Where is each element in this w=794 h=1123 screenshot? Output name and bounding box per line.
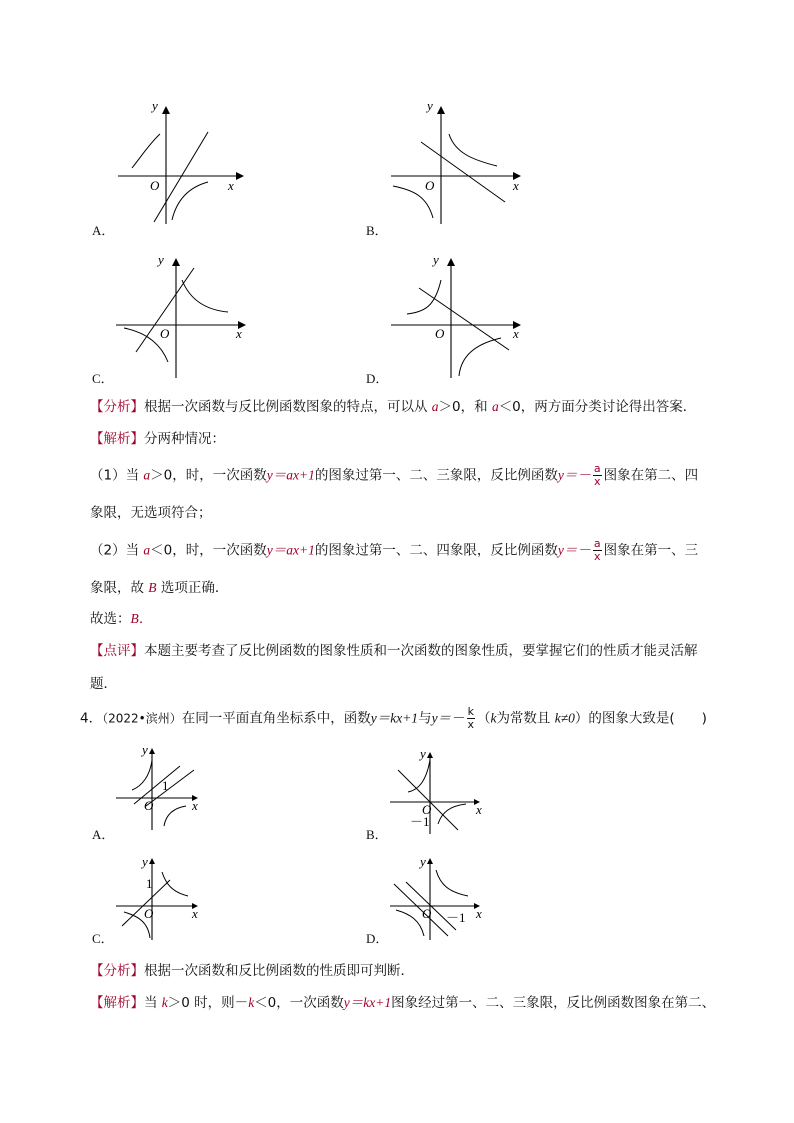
q3-graph-d (385, 250, 535, 380)
q4-option-label-c: C． (92, 931, 114, 946)
svg-text:y: y (142, 742, 148, 757)
svg-text:x: x (513, 178, 519, 193)
svg-text:x: x (228, 178, 234, 193)
svg-text:O: O (435, 326, 445, 341)
q4-graph-c (112, 852, 212, 942)
q3-case2-line1: （2）当 a＜0，时，一次函数y＝ax+1的图象过第一、二、四象限，反比例函数y＝－ $\frac{a}{x}$ 图象在第一、三 (90, 537, 699, 563)
option-label-a: A． (92, 223, 115, 238)
q3-case1-line2: 象限，无选项符合； (90, 505, 212, 521)
option-label-b: B． (366, 223, 388, 238)
q3-graph-c (110, 250, 250, 380)
svg-text:O: O (150, 178, 160, 193)
q3-analysis: 【分析】根据一次函数与反比例函数图象的特点，可以从 a＞0，和 a＜0，两方面分类讨论得出答案． (90, 399, 697, 415)
option-label-c: C． (92, 371, 114, 386)
svg-text:O: O (422, 906, 432, 921)
svg-text:O: O (144, 906, 154, 921)
q3-case2-line2: 象限，故 B 选项正确． (90, 580, 229, 596)
svg-text:－1: －1 (410, 814, 430, 829)
q3-case1-line1: （1）当 a＞0，时，一次函数y＝ax+1的图象过第一、二、三象限，反比例函数y＝－ $\frac{a}{x}$ 图象在第二、四 (90, 462, 699, 488)
q3-comment-line2: 题． (90, 676, 117, 692)
svg-text:x: x (236, 326, 242, 341)
svg-text:x: x (192, 798, 198, 813)
q3-comment-line1: 【点评】本题主要考查了反比例函数的图象性质和一次函数的图象性质，要掌握它们的性质才能灵活解 (90, 643, 698, 659)
svg-text:O: O (425, 178, 435, 193)
svg-text:1: 1 (162, 778, 169, 793)
q4-graph-d (386, 852, 496, 942)
q3-choose: 故选：B． (90, 611, 153, 627)
q4-stem: 4．（2022•滨州）在同一平面直角坐标系中，函数y＝kx+1与y＝－ $\frac{k}{x}$ （k为常数且 k≠0）的图象大致是( ) (80, 705, 707, 731)
svg-text:y: y (420, 746, 426, 761)
svg-text:O: O (160, 326, 170, 341)
svg-text:y: y (142, 854, 148, 869)
svg-text:x: x (476, 906, 482, 921)
q4-analysis: 【分析】根据一次函数和反比例函数的性质即可判断． (90, 963, 414, 979)
svg-text:1: 1 (146, 876, 153, 891)
svg-text:y: y (158, 252, 164, 267)
svg-text:y: y (427, 98, 433, 113)
svg-text:x: x (513, 326, 519, 341)
option-label-d: D． (366, 371, 389, 386)
q3-solution: 【解析】分两种情况： (90, 431, 225, 447)
q3-graph-b (385, 98, 535, 228)
svg-text:O: O (144, 798, 154, 813)
svg-text:y: y (433, 252, 439, 267)
svg-text:O: O (422, 802, 432, 817)
q4-option-label-a: A． (92, 827, 115, 842)
q4-option-label-b: B． (366, 827, 388, 842)
svg-text:－1: －1 (446, 910, 466, 925)
q4-graph-a (112, 742, 212, 832)
svg-text:x: x (192, 906, 198, 921)
svg-text:y: y (152, 98, 158, 113)
svg-text:x: x (476, 802, 482, 817)
svg-text:y: y (420, 854, 426, 869)
q4-graph-b (386, 746, 496, 836)
q3-graph-a (110, 98, 250, 228)
q4-solution: 【解析】当 k＞0 时，则－k＜0，一次函数y＝kx+1图象经过第一、二、三象限，反比例函数图象在第二、 (90, 995, 716, 1011)
q4-option-label-d: D． (366, 931, 389, 946)
